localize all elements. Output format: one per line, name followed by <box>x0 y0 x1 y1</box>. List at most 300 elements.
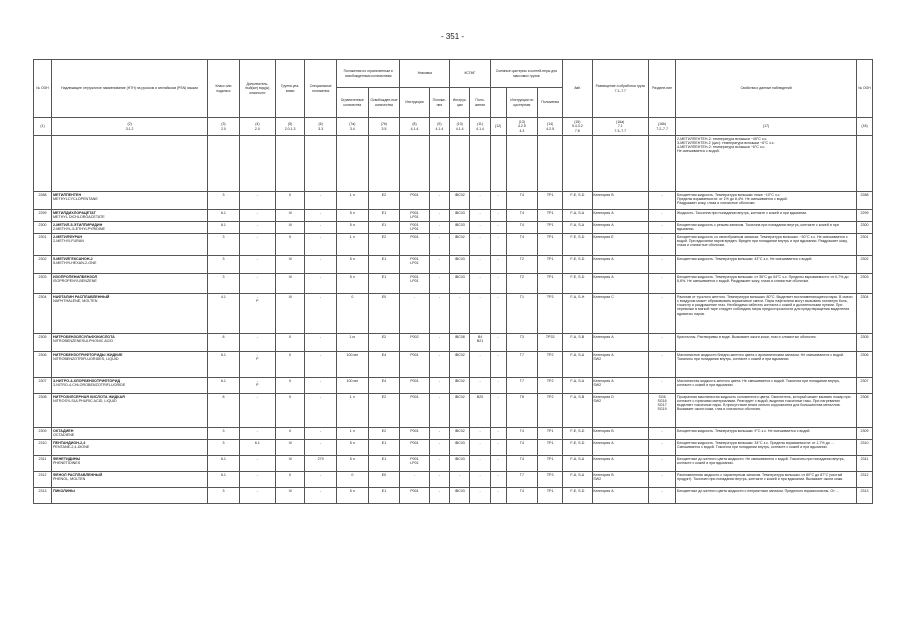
stowage: Категория B <box>592 192 649 210</box>
table-row <box>34 192 873 210</box>
ibc-provision: - <box>470 210 490 222</box>
ems <box>563 136 592 192</box>
column-number: (13) 4.2.5 4.3 <box>506 118 538 136</box>
packing-provision: - <box>429 234 449 256</box>
ibc-provision: B20 <box>470 394 490 428</box>
un-number-right: 2288 <box>857 192 873 210</box>
un-number-right: 2309 <box>857 428 873 440</box>
packing-provision: - <box>429 440 449 456</box>
page-number: - 351 - <box>440 32 465 41</box>
column-12: - <box>490 256 506 274</box>
packing-provision: - <box>429 352 449 378</box>
shipping-name: ФЕНОЛ РАСПЛАВЛЕННЫЙ PHENOL, MOLTEN <box>52 472 208 488</box>
ibc-provision <box>470 136 490 192</box>
excepted-quantity: E0 <box>368 472 400 488</box>
ibc-instruction: IBC02 <box>450 378 470 394</box>
stowage: Категория D SW2 <box>592 394 649 428</box>
ibc-instruction: IBC03 <box>450 488 470 504</box>
column-12: - <box>490 210 506 222</box>
header-row-1: № ООН Надлежащее отгрузочное наименование (НТН) на русском и английском (PSN) языках Класс или подкласс Дополнитель-ный(ые) вид(ы) опасности Группа упа-ковки Специальные положения Положения по ограниченным и освобожденным количествам Упаковка КСГМГ Съемные цистерны и контей-неры для массовых грузов АвК Размещение и обработка груза 7.1–7.7 Разделе-ние Свойства и данные наблюдений № ООН <box>34 60 873 88</box>
excepted-quantity: E1 <box>368 274 400 294</box>
segregation: - <box>649 456 676 472</box>
packing-provision <box>429 136 449 192</box>
special-provisions: - <box>305 488 337 504</box>
stowage: Категория A <box>592 488 649 504</box>
tank-provision: TP1 <box>538 234 563 256</box>
packing-group: III <box>275 488 304 504</box>
column-12: - <box>490 294 506 334</box>
un-number: 2305 <box>34 334 52 352</box>
column-number: (6) 3.3 <box>305 118 337 136</box>
tank-provision: TP33 <box>538 334 563 352</box>
ems: F-A, S-A <box>563 210 592 222</box>
table-row <box>34 394 873 428</box>
class: 3 <box>208 256 240 274</box>
special-provisions: 279 <box>305 456 337 472</box>
stowage: Категория A <box>592 222 649 234</box>
ibc-provision: - <box>470 234 490 256</box>
limited-quantity <box>336 136 368 192</box>
packing-group: II <box>275 192 304 210</box>
column-number-row <box>34 118 873 136</box>
ems: F-A, S-A <box>563 472 592 488</box>
packing-instruction: P001 LP01 <box>400 256 429 274</box>
properties: Бесцветная жидкость. Температура вспышки: 43°С з.с. Не смешивается с водой. <box>676 256 857 274</box>
un-number: 2307 <box>34 378 52 394</box>
packing-group: II <box>275 378 304 394</box>
table-row <box>34 274 873 294</box>
ibc-instruction: IBC03 <box>450 222 470 234</box>
properties: Маслянистые жидкости бледно-желтого цвета с ароматическим запахом. Не смешиваются с водой. Токсичны при попадании внутрь, контакте с кожей и при вдыхании. <box>676 352 857 378</box>
ibc-instruction: - <box>450 294 470 334</box>
segregation: - <box>649 234 676 256</box>
segregation <box>649 136 676 192</box>
subsidiary-hazard: - <box>239 192 275 210</box>
packing-group <box>275 136 304 192</box>
ibc-instruction: - <box>450 472 470 488</box>
tank-provision: TP1 <box>538 210 563 222</box>
ibc-provision: - <box>470 222 490 234</box>
un-number-right: 2305 <box>857 334 873 352</box>
limited-quantity: 5 л <box>336 210 368 222</box>
packing-instruction: - <box>400 472 429 488</box>
table-row <box>34 456 873 472</box>
un-number: 2312 <box>34 472 52 488</box>
segregation: - <box>649 256 676 274</box>
ibc-provision: - <box>470 294 490 334</box>
stowage: Категория E <box>592 234 649 256</box>
tank-instruction: T7 <box>506 378 538 394</box>
class: 6.1 <box>208 472 240 488</box>
ems: F-A, S-A <box>563 222 592 234</box>
excepted-quantity: E1 <box>368 488 400 504</box>
limited-quantity: 1 л <box>336 394 368 428</box>
special-provisions: - <box>305 394 337 428</box>
excepted-quantity: E4 <box>368 352 400 378</box>
column-12: - <box>490 428 506 440</box>
un-number: 2311 <box>34 456 52 472</box>
un-number-right: 2299 <box>857 210 873 222</box>
column-12: - <box>490 440 506 456</box>
table-row <box>34 440 873 456</box>
properties: 2-МЕТИЛПЕНТЕН-2: температура вспышки −45°С з.с. 3-МЕТИЛПЕНТЕН-2 (цис): температура вспышки −6°С з.с. 4-МЕТИЛПЕНТЕН-2: температура вспышки −6°С з.с. Не смешивается с водой. <box>676 136 857 192</box>
class: 3 <box>208 274 240 294</box>
un-number-right: 2308 <box>857 394 873 428</box>
limited-quantity: 1 л <box>336 192 368 210</box>
shipping-name: ФЕНЕТИДИНЫ PHENETIDINES <box>52 456 208 472</box>
tank-instruction: T7 <box>506 472 538 488</box>
ibc-provision: - <box>470 256 490 274</box>
packing-instruction: P001 <box>400 428 429 440</box>
un-number-right: 2312 <box>857 472 873 488</box>
packing-instruction: - <box>400 294 429 334</box>
shipping-name: НИТРОБЕНЗОЛСУЛЬФОКИСЛОТА NITROBENZENESULPHONIC ACID <box>52 334 208 352</box>
tank-provision: TP2 <box>538 378 563 394</box>
ibc-provision: - <box>470 274 490 294</box>
shipping-name: 2-МЕТИЛ-5-ЭТИЛПИРИДИН 2-METHYL-5-ETHYLPYRIDINE <box>52 222 208 234</box>
stowage: Категория A <box>592 256 649 274</box>
packing-provision: - <box>429 274 449 294</box>
segregation: - <box>649 378 676 394</box>
properties: Бесцветная жидкость. Температура вспышки: 9°С з.с. Не смешивается с водой. <box>676 428 857 440</box>
ibc-provision: - <box>470 192 490 210</box>
shipping-name: ИЗОПРОПЕНИЛБЕНЗОЛ ISOPROPENYLBENZENE <box>52 274 208 294</box>
packing-group: III <box>275 294 304 334</box>
packing-group: III <box>275 456 304 472</box>
packing-provision: - <box>429 488 449 504</box>
ems: F-A, S-A <box>563 352 592 378</box>
segregation: - <box>649 488 676 504</box>
ibc-instruction <box>450 136 470 192</box>
column-number: (18) <box>857 118 873 136</box>
un-number-right: 2313 <box>857 488 873 504</box>
tank-instruction: T4 <box>506 192 538 210</box>
un-number: 2313 <box>34 488 52 504</box>
shipping-name <box>52 136 208 192</box>
limited-quantity: 100 мл <box>336 378 368 394</box>
ibc-provision: - <box>470 472 490 488</box>
packing-provision: - <box>429 428 449 440</box>
column-number: (7a) 3.4 <box>336 118 368 136</box>
packing-group: III <box>275 256 304 274</box>
tank-provision: TP1 <box>538 488 563 504</box>
properties: Жидкость. Токсична при попадании внутрь, контакте с кожей и при вдыхании. <box>676 210 857 222</box>
special-provisions: - <box>305 294 337 334</box>
packing-provision: - <box>429 334 449 352</box>
column-number: (17) <box>676 118 857 136</box>
tank-provision: TP3 <box>538 472 563 488</box>
segregation: - <box>649 222 676 234</box>
un-number: 2306 <box>34 352 52 378</box>
column-12: - <box>490 488 506 504</box>
ibc-instruction: IBC03 <box>450 274 470 294</box>
ibc-provision: - <box>470 378 490 394</box>
ems: F-E, S-D <box>563 192 592 210</box>
table-row <box>34 222 873 234</box>
properties: Расплав от тусклого желтого. Температура вспышки: 80°С. Выделяет воспламеняющиеся пары. В смеси с воздухом может образовывать взрывчатые смеси. Пары нафталина могут вызывать головную боль, тошноту и раздражение глаз. Необходимо избегать контакта с кожей и дыхательными путями. При перевозке в мягкой таре следует соблюдать меры предосторожности для предотвращения выделения ядовитых паров. <box>676 294 857 334</box>
class: 3 <box>208 192 240 210</box>
class: 6.1 <box>208 352 240 378</box>
un-number: 2288 <box>34 192 52 210</box>
stowage: Категория A <box>592 440 649 456</box>
shipping-name: НИТРОБЕНЗОТРИФТОРИДЫ ЖИДКИЕ NITROBENZOTRIFLUORIDES, LIQUID <box>52 352 208 378</box>
column-number: (1) <box>34 118 52 136</box>
shipping-name: ПЕНТАНДИОН-2,4 PENTANE-2,4-DIONE <box>52 440 208 456</box>
table-row <box>34 334 873 352</box>
special-provisions: - <box>305 428 337 440</box>
un-number-right: 2310 <box>857 440 873 456</box>
table-row <box>34 256 873 274</box>
subsidiary-hazard: - <box>239 274 275 294</box>
ems: F-E, S-D <box>563 440 592 456</box>
class: 6.1 <box>208 378 240 394</box>
packing-instruction: P001 LP01 <box>400 456 429 472</box>
header-row-2: Ограниченные количества Освобожден-ные количества Инструкции Положе-ния Инструк-ции Поло-жения Инструкции по цистернам Положения <box>34 88 873 118</box>
shipping-name: 5-МЕТИЛГЕКСАНОН-2 5-METHYLHEXAN-2-ONE <box>52 256 208 274</box>
excepted-quantity: E1 <box>368 210 400 222</box>
tank-instruction: T4 <box>506 222 538 234</box>
excepted-quantity: E4 <box>368 378 400 394</box>
ems: F-E, S-D <box>563 274 592 294</box>
special-provisions: - <box>305 472 337 488</box>
limited-quantity: 5 л <box>336 440 368 456</box>
ibc-instruction: IBC03 <box>450 256 470 274</box>
column-number: (16a) 7.1 7.3–7.7 <box>592 118 649 136</box>
class: 3 <box>208 234 240 256</box>
packing-provision: - <box>429 378 449 394</box>
ems: F-A, S-H <box>563 294 592 334</box>
packing-group: III <box>275 210 304 222</box>
stowage: Категория A SW2 <box>592 378 649 394</box>
tank-provision: TP1 <box>538 428 563 440</box>
segregation: SG6 SG16 SG17 SG19 <box>649 394 676 428</box>
table-row <box>34 136 873 192</box>
tank-provision: TP1 <box>538 192 563 210</box>
properties: Маслянистая жидкость желтого цвета. Не смешивается с водой. Токсична при попадании внутрь, контакте с кожей и при вдыхании. <box>676 378 857 394</box>
segregation: - <box>649 440 676 456</box>
special-provisions: - <box>305 352 337 378</box>
tank-provision <box>538 136 563 192</box>
ems: F-E, S-D <box>563 428 592 440</box>
ems: F-E, S-D <box>563 256 592 274</box>
packing-provision: - <box>429 210 449 222</box>
excepted-quantity: E2 <box>368 428 400 440</box>
limited-quantity: 1 л <box>336 428 368 440</box>
special-provisions: - <box>305 234 337 256</box>
column-number: (10) 4.1.4 <box>450 118 470 136</box>
class: 6.1 <box>208 222 240 234</box>
properties: Бесцветная жидкость. Температура вспышки: ниже −10°С з.с. Пределы взрываемости: от 1% до 8,4%. Не смешивается с водой. Раздражает кожу, глаза и слизистые оболочки. <box>676 192 857 210</box>
limited-quantity: 5 л <box>336 456 368 472</box>
column-12: - <box>490 378 506 394</box>
packing-provision: - <box>429 456 449 472</box>
shipping-name: МЕТИЛПЕНТЕН METHYLCYCLOPENTANE <box>52 192 208 210</box>
special-provisions: - <box>305 378 337 394</box>
column-number: (5) 2.0.1.3 <box>275 118 304 136</box>
tank-provision: TP1 <box>538 256 563 274</box>
subsidiary-hazard: - P <box>239 294 275 334</box>
subsidiary-hazard: - <box>239 256 275 274</box>
packing-group: III <box>275 274 304 294</box>
packing-instruction <box>400 136 429 192</box>
excepted-quantity: E2 <box>368 394 400 428</box>
shipping-name: 2-МЕТИЛФУРАН 2-METHYLFURAN <box>52 234 208 256</box>
shipping-name: ОКТАДИЕН OCTADIENE <box>52 428 208 440</box>
table-row <box>34 210 873 222</box>
un-number: 2301 <box>34 234 52 256</box>
table-row <box>34 378 873 394</box>
packing-instruction: P001 <box>400 378 429 394</box>
limited-quantity: 0 <box>336 472 368 488</box>
column-number: (16b) 7.2–7.7 <box>649 118 676 136</box>
ibc-instruction: IBC02 <box>450 352 470 378</box>
subsidiary-hazard: - P <box>239 352 275 378</box>
un-number: 2310 <box>34 440 52 456</box>
packing-group: II <box>275 394 304 428</box>
dangerous-goods-table <box>33 59 873 504</box>
un-number: 2309 <box>34 428 52 440</box>
subsidiary-hazard: 6.1 <box>239 440 275 456</box>
ibc-provision: - <box>470 352 490 378</box>
special-provisions: - <box>305 334 337 352</box>
un-number-right: 2307 <box>857 378 873 394</box>
special-provisions: - <box>305 192 337 210</box>
packing-group: II <box>275 352 304 378</box>
tank-provision: TP1 <box>538 440 563 456</box>
packing-instruction: P001 <box>400 192 429 210</box>
un-number-right: 2306 <box>857 352 873 378</box>
segregation: - <box>649 428 676 440</box>
column-number: (14) 4.2.5 <box>538 118 563 136</box>
ibc-instruction: IBC02 <box>450 234 470 256</box>
column-12: - <box>490 222 506 234</box>
stowage: Категория A <box>592 210 649 222</box>
ibc-instruction: IBC02 <box>450 192 470 210</box>
special-provisions: - <box>305 440 337 456</box>
un-number: 2300 <box>34 222 52 234</box>
column-number: (15) 5.4.3.2 7.8 <box>563 118 592 136</box>
excepted-quantity: E0 <box>368 294 400 334</box>
tank-instruction: T4 <box>506 210 538 222</box>
subsidiary-hazard: - P <box>239 378 275 394</box>
ibc-provision: - <box>470 456 490 472</box>
shipping-name: МЕТИЛДИХЛОРАЦЕТАТ METHYL DICHLOROACETATE <box>52 210 208 222</box>
packing-provision: - <box>429 394 449 428</box>
tank-instruction: T4 <box>506 456 538 472</box>
tank-provision: TP1 <box>538 274 563 294</box>
shipping-name: ПИКОЛИНЫ <box>52 488 208 504</box>
column-number: (3) 2.0 <box>208 118 240 136</box>
packing-group: II <box>275 472 304 488</box>
subsidiary-hazard: - <box>239 334 275 352</box>
ems: F-E, S-D <box>563 234 592 256</box>
column-number: (12) <box>490 118 506 136</box>
table-row <box>34 488 873 504</box>
class: 4.1 <box>208 294 240 334</box>
properties: Бесцветная жидкость. Температура вспышки: 34°С з.с. Пределы взрываемости: от 1,7% до … Смешивается с водой. Токсична при попадании внутрь, контакте с кожей и при вдыхании. <box>676 440 857 456</box>
column-number: (8) 4.1.4 <box>400 118 429 136</box>
ems: F-A, S-B <box>563 334 592 352</box>
un-number: 2302 <box>34 256 52 274</box>
excepted-quantity: E2 <box>368 234 400 256</box>
segregation: - <box>649 210 676 222</box>
stowage: Категория C <box>592 294 649 334</box>
un-number-right: 2300 <box>857 222 873 234</box>
ibc-provision: B4 B21 <box>470 334 490 352</box>
segregation: - <box>649 334 676 352</box>
limited-quantity: 5 л <box>336 274 368 294</box>
column-number: (7b) 3.5 <box>368 118 400 136</box>
tank-instruction: T8 <box>506 394 538 428</box>
shipping-name: НИТРОЗИЛСЕРНАЯ КИСЛОТА ЖИДКАЯ NITROSYLSULPHURIC ACID, LIQUID <box>52 394 208 428</box>
class: 3 <box>208 488 240 504</box>
column-12: - <box>490 472 506 488</box>
subsidiary-hazard: - <box>239 472 275 488</box>
tank-instruction: T3 <box>506 334 538 352</box>
class: 3 <box>208 428 240 440</box>
tank-provision: TP1 <box>538 456 563 472</box>
excepted-quantity: E1 <box>368 440 400 456</box>
subsidiary-hazard: - <box>239 210 275 222</box>
stowage <box>592 136 649 192</box>
class: 3 <box>208 440 240 456</box>
tank-instruction: T2 <box>506 256 538 274</box>
class: 6.1 <box>208 456 240 472</box>
table-row <box>34 352 873 378</box>
column-12 <box>490 136 506 192</box>
table-row <box>34 428 873 440</box>
packing-instruction: P001 LP01 <box>400 274 429 294</box>
subsidiary-hazard: - <box>239 394 275 428</box>
ibc-instruction: IBC02 <box>450 394 470 428</box>
tank-instruction: T4 <box>506 488 538 504</box>
column-12: - <box>490 394 506 428</box>
subsidiary-hazard <box>239 136 275 192</box>
subsidiary-hazard: - <box>239 234 275 256</box>
un-number: 2308 <box>34 394 52 428</box>
column-12: - <box>490 234 506 256</box>
excepted-quantity <box>368 136 400 192</box>
tank-instruction: T4 <box>506 440 538 456</box>
packing-instruction: P001 <box>400 440 429 456</box>
properties: Бесцветная жидкость со своеобразным запахом. Температура вспышки: −30°С з.с. Не смешивается с водой. При вдыхании паров вреден. Вреден при попадании внутрь и при вдыхании. Раздражает кожу, глаза и слизистые оболочки. <box>676 234 857 256</box>
special-provisions: - <box>305 222 337 234</box>
un-number-right: 2301 <box>857 234 873 256</box>
class <box>208 136 240 192</box>
properties: Прозрачная маслянистая жидкость соломенного цвета. Окислитель, который может вызвать пожар при контакте с горючими материалами. Реагирует с водой, выделяя токсичные газы. При нагревании выделяет токсичные пары. В присутствии влаги сильно коррозионна для большинства металлов. Вызывает ожоги кожи, глаз и слизистых оболочек. <box>676 394 857 428</box>
packing-instruction: P002 <box>400 334 429 352</box>
un-number <box>34 136 52 192</box>
class: 8 <box>208 334 240 352</box>
excepted-quantity: E2 <box>368 334 400 352</box>
un-number-right: 2304 <box>857 294 873 334</box>
table-row <box>34 472 873 488</box>
limited-quantity: 100 мл <box>336 352 368 378</box>
tank-instruction: T4 <box>506 234 538 256</box>
tank-instruction: T2 <box>506 274 538 294</box>
properties: Бесцветные до желтого цвета жидкости с неприятным запахом. Предельно взрывоопасны. От … <box>676 488 857 504</box>
un-number-right: 2303 <box>857 274 873 294</box>
column-number: (2) 3.1.2 <box>52 118 208 136</box>
tank-instruction: T4 <box>506 428 538 440</box>
stowage: Категория B <box>592 428 649 440</box>
subsidiary-hazard: - <box>239 488 275 504</box>
special-provisions: - <box>305 256 337 274</box>
excepted-quantity: E1 <box>368 456 400 472</box>
tank-provision: TP3 <box>538 294 563 334</box>
ems: F-A, S-A <box>563 378 592 394</box>
properties: Бесцветная жидкость с резким запахом. Токсична при попадании внутрь, контакте с кожей и при вдыхании. <box>676 222 857 234</box>
